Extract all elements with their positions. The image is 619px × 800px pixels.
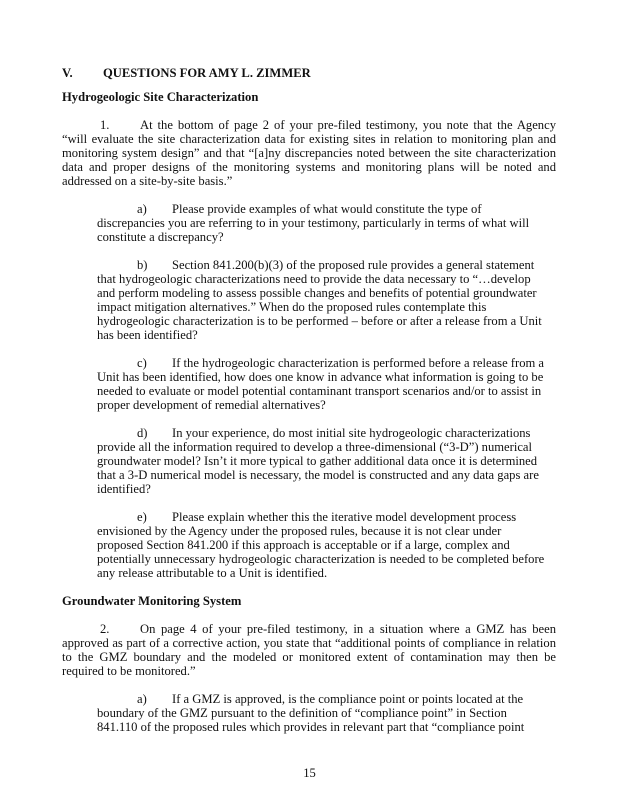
sub-question-line: Section 841.200(b)(3) of the proposed rule provides a general statement bbox=[172, 258, 535, 272]
paragraph-number: 2. bbox=[100, 622, 110, 636]
sub-question-line: that a 3-D numerical model is necessary, the model is constructed and any data gaps are bbox=[97, 468, 539, 482]
sub-question-line: any release attributable to a Unit is identified. bbox=[97, 566, 328, 580]
sub-question-line: impact mitigation alternatives.” When do the proposed rules contemplate this bbox=[97, 300, 487, 314]
section-heading: Groundwater Monitoring System bbox=[62, 594, 242, 608]
sub-question-line: In your experience, do most initial site hydrogeologic characterizations bbox=[172, 426, 531, 440]
paragraph-line: monitoring system design” and that “[a]ny discrepancies noted between the site characterization bbox=[62, 146, 556, 160]
sub-question-label: d) bbox=[137, 426, 148, 440]
paragraph-line: approved as part of a corrective action, you state that “additional points of compliance in relation bbox=[62, 636, 556, 650]
sub-question-line: and perform modeling to assess possible changes and benefits of potential groundwater bbox=[97, 286, 537, 300]
paragraph-line: addressed on a site-by-site basis.” bbox=[62, 174, 233, 188]
paragraph-line: “will evaluate the site characterization data for existing sites in relation to monitoring plan and bbox=[62, 132, 556, 146]
sub-question-line: has been identified? bbox=[97, 328, 198, 342]
sub-question-line: Please explain whether this the iterative model development process bbox=[172, 510, 517, 524]
sub-question-line: envisioned by the Agency under the proposed rules, because it is not clear under bbox=[97, 524, 502, 538]
sub-question-line: proper development of remedial alternatives? bbox=[97, 398, 326, 412]
sub-question-label: c) bbox=[137, 356, 147, 370]
paragraph-number: 1. bbox=[100, 118, 110, 132]
sub-question-label: e) bbox=[137, 510, 147, 524]
section-number: V. bbox=[62, 66, 73, 80]
sub-question-line: identified? bbox=[97, 482, 151, 496]
sub-question-line: constitute a discrepancy? bbox=[97, 230, 224, 244]
paragraph-line: to the GMZ boundary and the modeled or monitored extent of contamination may then be bbox=[62, 650, 556, 664]
sub-question-line: provide all the information required to develop a three-dimensional (“3-D”) numerical bbox=[97, 440, 533, 454]
sub-question-line: that hydrogeologic characterizations need to provide the data necessary to “…develop bbox=[97, 272, 531, 286]
sub-question-label: a) bbox=[137, 692, 147, 706]
paragraph-line: On page 4 of your pre-filed testimony, in a situation where a GMZ has been bbox=[140, 622, 556, 636]
sub-question-line: If a GMZ is approved, is the compliance point or points located at the bbox=[172, 692, 524, 706]
paragraph-line: At the bottom of page 2 of your pre-filed testimony, you note that the Agency bbox=[140, 118, 556, 132]
sub-question-line: proposed Section 841.200 if this approach is acceptable or if a large, complex and bbox=[97, 538, 510, 552]
sub-question-line: 841.110 of the proposed rules which provides in relevant part that “compliance point bbox=[97, 720, 525, 734]
sub-question-line: potentially unnecessary hydrogeologic characterization is needed to be completed before bbox=[97, 552, 545, 566]
sub-question-label: a) bbox=[137, 202, 147, 216]
sub-question-line: groundwater model? Isn’t it more typical to gather additional data once it is determined bbox=[97, 454, 538, 468]
paragraph-line: data and proper designs of the monitoring systems and monitoring plans will be noted and bbox=[62, 160, 556, 174]
sub-question-label: b) bbox=[137, 258, 148, 272]
sub-question-line: needed to evaluate or model potential contaminant transport scenarios and/or to assist in bbox=[97, 384, 542, 398]
sub-question-line: discrepancies you are referring to in your testimony, particularly in terms of what will bbox=[97, 216, 530, 230]
paragraph-line: required to be monitored.” bbox=[62, 664, 196, 678]
sub-question-line: Please provide examples of what would constitute the type of bbox=[172, 202, 482, 216]
sub-question-line: If the hydrogeologic characterization is performed before a release from a bbox=[172, 356, 545, 370]
section-title: QUESTIONS FOR AMY L. ZIMMER bbox=[103, 66, 311, 80]
sub-question-line: hydrogeologic characterization is to be performed – before or after a release from a Unit bbox=[97, 314, 542, 328]
sub-question-line: boundary of the GMZ pursuant to the definition of “compliance point” in Section bbox=[97, 706, 507, 720]
page-number: 15 bbox=[303, 766, 316, 780]
sub-question-line: Unit has been identified, how does one know in advance what information is going to be bbox=[97, 370, 544, 384]
section-heading: Hydrogeologic Site Characterization bbox=[62, 90, 259, 104]
